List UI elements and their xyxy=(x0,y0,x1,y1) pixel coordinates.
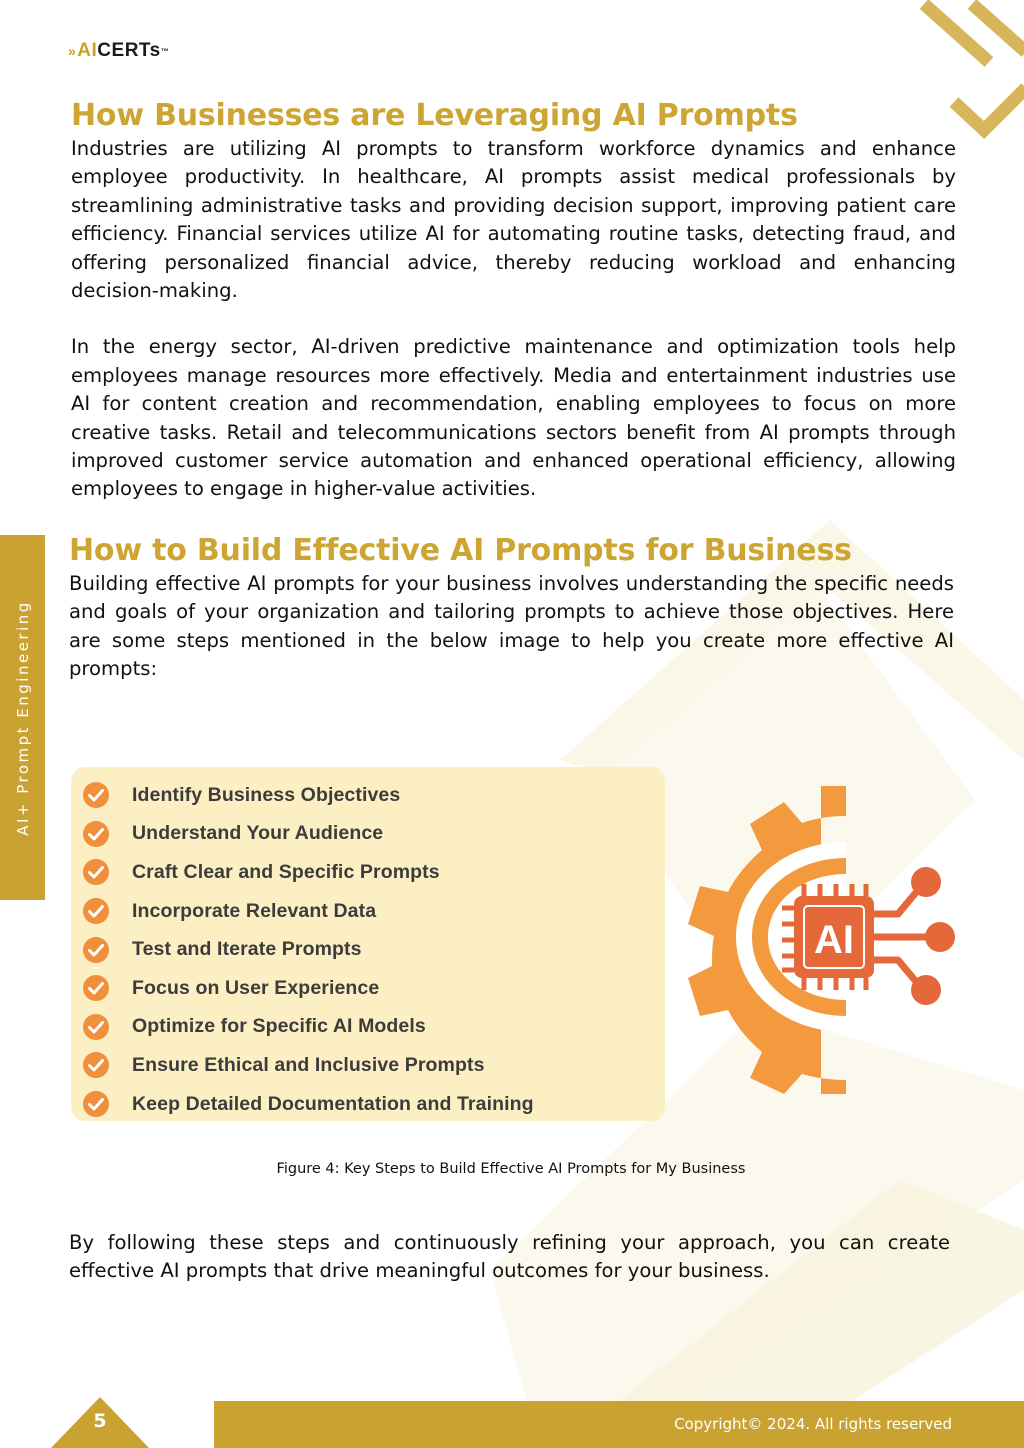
check-circle-icon xyxy=(82,1090,110,1118)
step-label: Keep Detailed Documentation and Training xyxy=(132,1092,534,1115)
section-conclusion xyxy=(69,1229,950,1286)
logo-certs-text: CERTs xyxy=(97,40,161,61)
check-circle-icon xyxy=(82,1051,110,1079)
side-tab-label: AI+ Prompt Engineering xyxy=(13,599,32,836)
check-circle-icon xyxy=(82,897,110,925)
steps-list xyxy=(71,767,665,1123)
section-heading: How to Build Effective AI Prompts for Business xyxy=(69,533,852,568)
section-leveraging xyxy=(71,98,956,504)
step-item xyxy=(81,815,665,854)
ai-chip-label: AI xyxy=(814,918,854,962)
step-label: Optimize for Specific AI Models xyxy=(132,1015,426,1038)
paragraph: Building effective AI prompts for your business involves understanding the specific needs and goals of your organization and tailoring prompts to achieve those objectives. Here are some steps mentioned in the below image to help you create more effective AI prompts: xyxy=(69,572,954,681)
side-tab xyxy=(0,535,45,900)
check-circle-icon xyxy=(82,1013,110,1041)
page-number: 5 xyxy=(93,1410,107,1432)
step-item xyxy=(81,1085,665,1124)
step-label: Ensure Ethical and Inclusive Prompts xyxy=(132,1053,485,1076)
section-heading: How Businesses are Leveraging AI Prompts xyxy=(71,98,798,133)
logo-trademark: ™ xyxy=(160,46,170,56)
figure-caption xyxy=(0,1161,1024,1177)
check-circle-icon xyxy=(82,820,110,848)
section-build xyxy=(69,533,954,684)
step-label: Craft Clear and Specific Prompts xyxy=(132,860,440,883)
paragraph: By following these steps and continuously refining your approach, you can create effective AI prompts that drive meaningful outcomes for your business. xyxy=(69,1231,950,1283)
step-label: Understand Your Audience xyxy=(132,822,384,845)
figure-caption-text: Figure 4: Key Steps to Build Effective AI Prompts for My Business xyxy=(276,1161,746,1177)
step-item xyxy=(81,853,665,892)
step-label: Identify Business Objectives xyxy=(132,783,401,806)
step-item xyxy=(81,892,665,931)
logo-mark-icon: » xyxy=(68,43,77,59)
steps-figure-box xyxy=(71,767,665,1121)
paragraph: In the energy sector, AI-driven predictive maintenance and optimization tools help employees manage resources more effectively. Media and entertainment industries use AI for content creation and recommendation, enabling employees to focus on more creative tasks. Retail and telecommunications sectors benefit from AI prompts through improved customer service automation and enhanced operational efficiency, allowing employees to engage in higher-value activities. xyxy=(71,335,956,501)
step-item xyxy=(81,1046,665,1085)
ai-gear-icon xyxy=(686,780,958,1094)
step-item xyxy=(81,1008,665,1047)
footer-bar xyxy=(214,1401,1024,1448)
copyright-text: Copyright© 2024. All rights reserved xyxy=(674,1415,952,1433)
check-circle-icon xyxy=(82,974,110,1002)
step-label: Focus on User Experience xyxy=(132,976,380,999)
step-item xyxy=(81,969,665,1008)
check-circle-icon xyxy=(82,858,110,886)
step-label: Incorporate Relevant Data xyxy=(132,899,377,922)
step-item xyxy=(81,776,665,815)
step-label: Test and Iterate Prompts xyxy=(132,938,362,961)
step-item xyxy=(81,930,665,969)
logo-ai-text: AI xyxy=(77,40,98,61)
paragraph: Industries are utilizing AI prompts to transform workforce dynamics and enhance employee productivity. In healthcare, AI prompts assist medical professionals by streamlining administrative tasks and providing decision support, improving patient care efficiency. Financial services utilize AI for automating routine tasks, detecting fraud, and offering personalized financial advice, thereby reducing workload and enhancing decision-making. xyxy=(71,137,956,303)
aicerts-logo xyxy=(68,40,169,62)
check-circle-icon xyxy=(82,936,110,964)
check-circle-icon xyxy=(82,781,110,809)
